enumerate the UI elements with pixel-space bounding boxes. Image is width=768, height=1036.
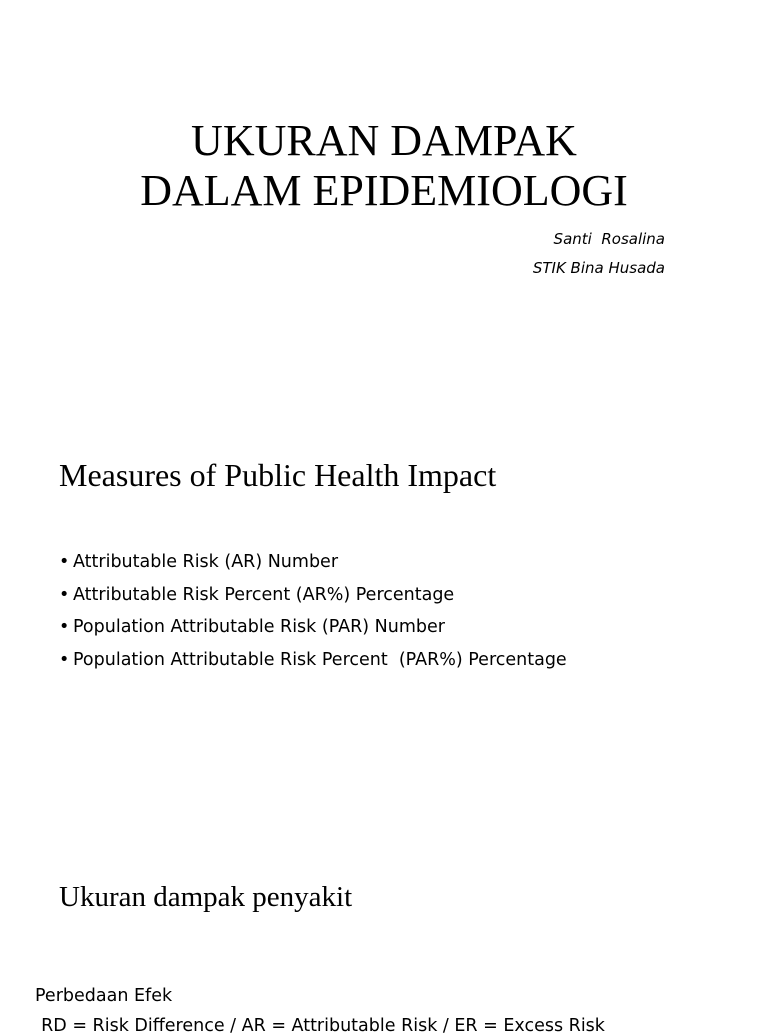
bullet-icon: • (59, 552, 70, 572)
bullet-text: Attributable Risk (AR) Number (73, 552, 339, 572)
title-line-2: DALAM EPIDEMIOLOGI (140, 166, 628, 215)
list-item (59, 614, 567, 647)
bullet-icon: • (59, 584, 70, 605)
bullet-icon: • (59, 617, 70, 637)
slide-impact (0, 800, 768, 1036)
body-text-line: RD = Risk Difference / AR = Attributable Risk / ER = Excess Risk (30, 1016, 605, 1036)
slide-heading: Measures of Public Health Impact (59, 457, 497, 493)
bullet-text: Population Attributable Risk (PAR) Number (73, 617, 445, 637)
list-item (59, 549, 567, 582)
slide-title (0, 0, 768, 400)
bullet-icon: • (59, 649, 70, 670)
institution-name: STIK Bina Husada (532, 259, 665, 277)
list-item (59, 647, 567, 680)
body-text-line: Perbedaan Efek (35, 986, 173, 1006)
author-name: Santi Rosalina (553, 230, 665, 248)
slide-measures (0, 400, 768, 800)
bullet-list (59, 549, 567, 679)
list-item (59, 582, 567, 615)
slide-heading: Ukuran dampak penyakit (59, 881, 353, 913)
bullet-text: Population Attributable Risk Percent (PAR%) Percentage (73, 649, 567, 670)
title-line-1: UKURAN DAMPAK (191, 116, 577, 165)
bullet-text: Attributable Risk Percent (AR%) Percentage (73, 584, 455, 605)
presentation-title (0, 116, 768, 216)
